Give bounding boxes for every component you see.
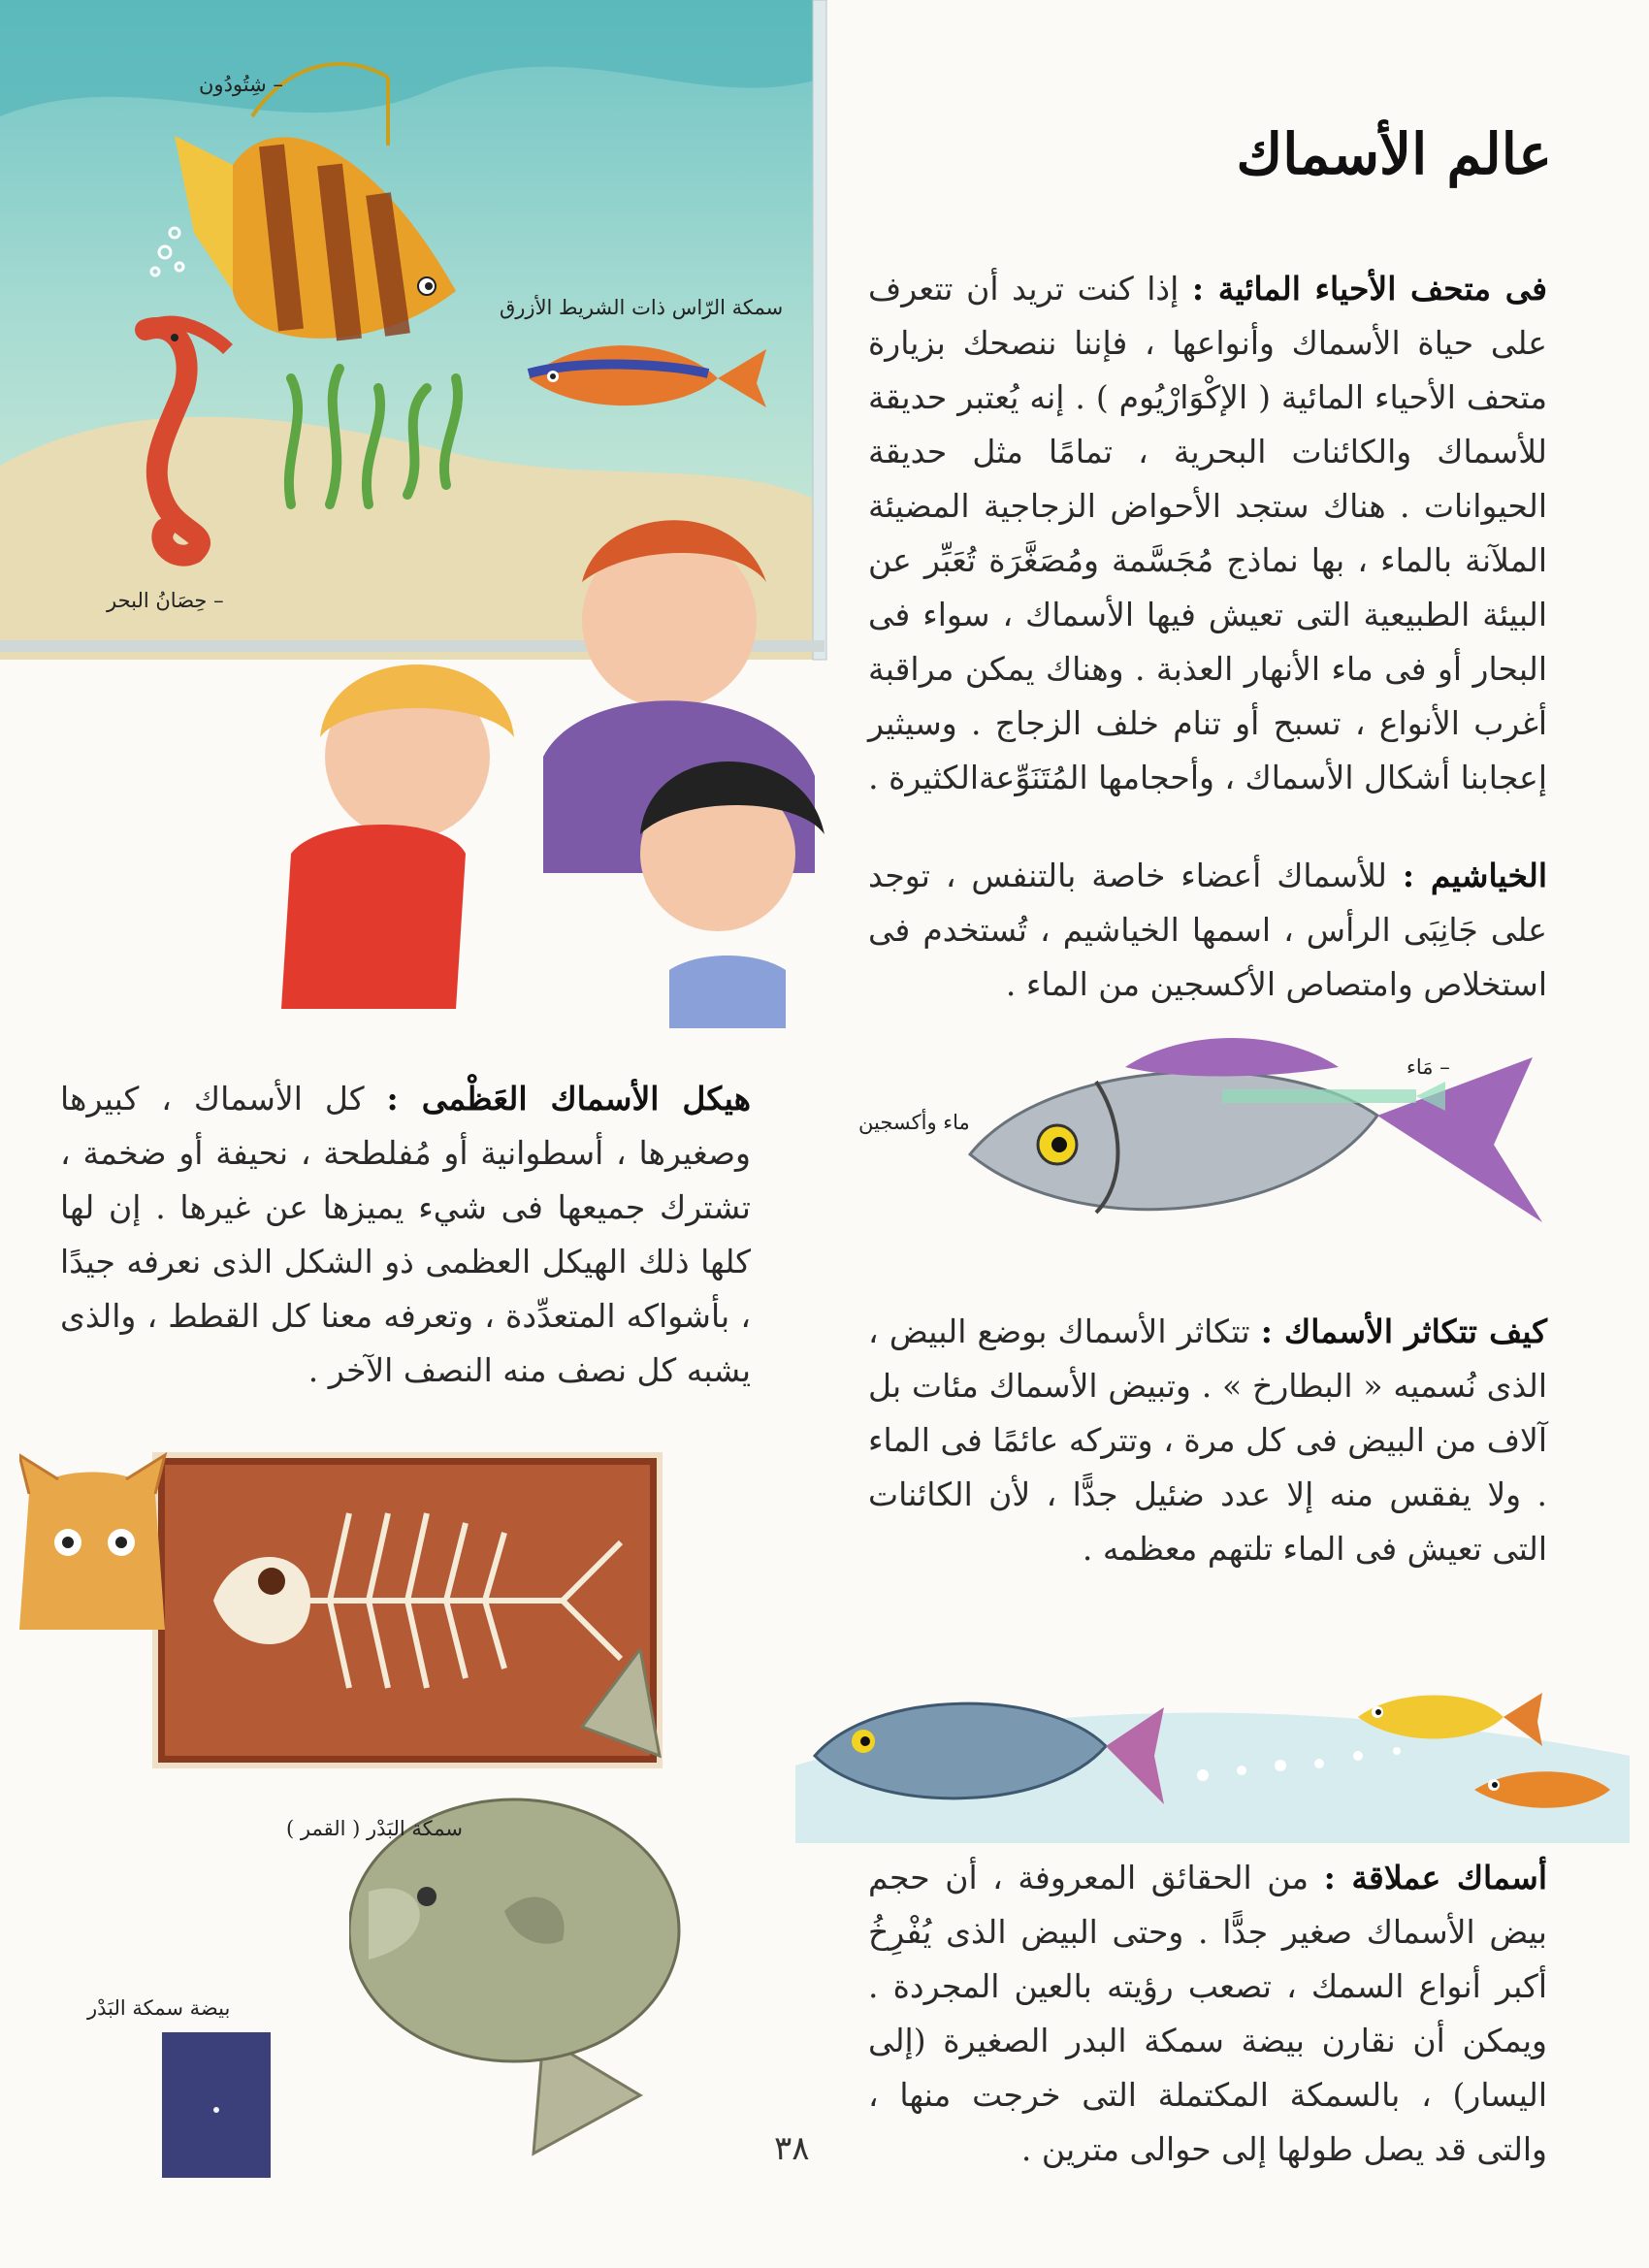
aquarium-heading: فى متحف الأحياء المائية : — [1191, 270, 1547, 308]
giant-fish-body: من الحقائق المعروفة ، أن حجم بيض الأسماك صغير جدًّا . وحتى البيض الذى يُفْرِخُ أكبر أنواع السمك ، تصعب رؤيته بالعين المجردة . ويمكن أن نقارن بيضة سمكة البدر الصغيرة (إلى اليسار) ، بالسمكة المكتملة التى خرجت منها ، والتى قد يصل طولها إلى حوالى مترين . — [868, 1859, 1547, 2168]
giant-fish-heading: أسماك عملاقة : — [1323, 1859, 1547, 1896]
butterflyfish-label: – شِتُودُون — [199, 73, 283, 96]
water-label: – مَاء — [1406, 1055, 1450, 1079]
aquarium-body: إذا كنت تريد أن تتعرف على حياة الأسماك وأنواعها ، فإننا ننصحك بزيارة متحف الأحياء المائية ( الإكْوَارْيُوم ) . إنه يُعتبر حديقة للأسماك والكائنات البحرية ، تمامًا مثل حديقة الحيوانات . هناك ستجد الأحواض الزجاجية المضيئة الملآنة بالماء ، بها نماذج مُجَسَّمة ومُصَغَّرَة تُعَبِّر عن البيئة الطبيعية التى تعيش فيها الأسماك ، سواء فى البحار أو فى ماء الأنهار العذبة . وهناك يمكن مراقبة أغرب الأنواع ، تسبح أو تنام خلف الزجاج . وسيثير إعجابنا أشكال الأسماك ، وأحجامها المُتَنَوِّعةالكثيرة . — [868, 270, 1547, 796]
skeleton-heading: هيكل الأسماك العَظْمى : — [386, 1080, 751, 1118]
reproduction-body: تتكاثر الأسماك بوضع البيض ، الذى نُسميه « البطارخ » . وتبيض الأسماك مئات بل آلاف من البيض فى كل مرة ، وتتركه عائمًا فى الماء . ولا يفقس منه إلا عدد ضئيل جدًّا ، لأن الكائنات التى تعيش فى الماء تلتهم معظمه . — [868, 1312, 1547, 1568]
sunfish-label: سمكة البَدْر ( القمر ) — [286, 1817, 463, 1840]
gills-section — [868, 849, 1547, 1012]
bluestripe-fish-label: سمكة الرّاس ذات الشريط الأزرق — [500, 296, 784, 319]
gills-body: للأسماك أعضاء خاصة بالتنفس ، توجد على جَانِبَى الرأس ، اسمها الخياشيم ، تُستخدم فى استخلاص وامتصاص الأكسجين من الماء . — [868, 857, 1547, 1003]
aquarium-illustration — [0, 0, 844, 1028]
water-oxygen-label: ماء وأكسجين — [858, 1111, 970, 1134]
reproduction-heading: كيف تتكاثر الأسماك : — [1260, 1312, 1547, 1350]
skeleton-section — [60, 1072, 751, 1398]
sunfish-egg-label: بيضة سمكة البَدْر — [87, 1996, 231, 2020]
gills-fish-illustration — [931, 1028, 1591, 1251]
fish-group-illustration — [795, 1649, 1630, 1843]
sunfish-illustration — [349, 1649, 815, 2173]
reproduction-section — [868, 1305, 1547, 1576]
page-number: ٣٨ — [774, 2129, 810, 2168]
sunfish-egg-box — [162, 2032, 271, 2178]
page-title: عالم الأسماك — [1236, 121, 1552, 187]
gills-heading: الخياشيم : — [1402, 857, 1547, 894]
skeleton-body: كل الأسماك ، كبيرها وصغيرها ، أسطوانية أو مُفلطحة ، نحيفة أو ضخمة ، تشترك جميعها فى شيء يميزها عن غيرها . إن لها كلها ذلك الهيكل العظمى ذو الشكل الذى نعرفه جيدًا ، بأشواكه المتعدِّدة ، وتعرفه معنا كل القطط ، والذى يشبه كل نصف منه النصف الآخر . — [60, 1080, 751, 1389]
aquarium-section — [868, 262, 1547, 805]
seahorse-label: – حِصَانُ البحر — [107, 589, 224, 612]
giant-fish-section — [868, 1851, 1547, 2177]
